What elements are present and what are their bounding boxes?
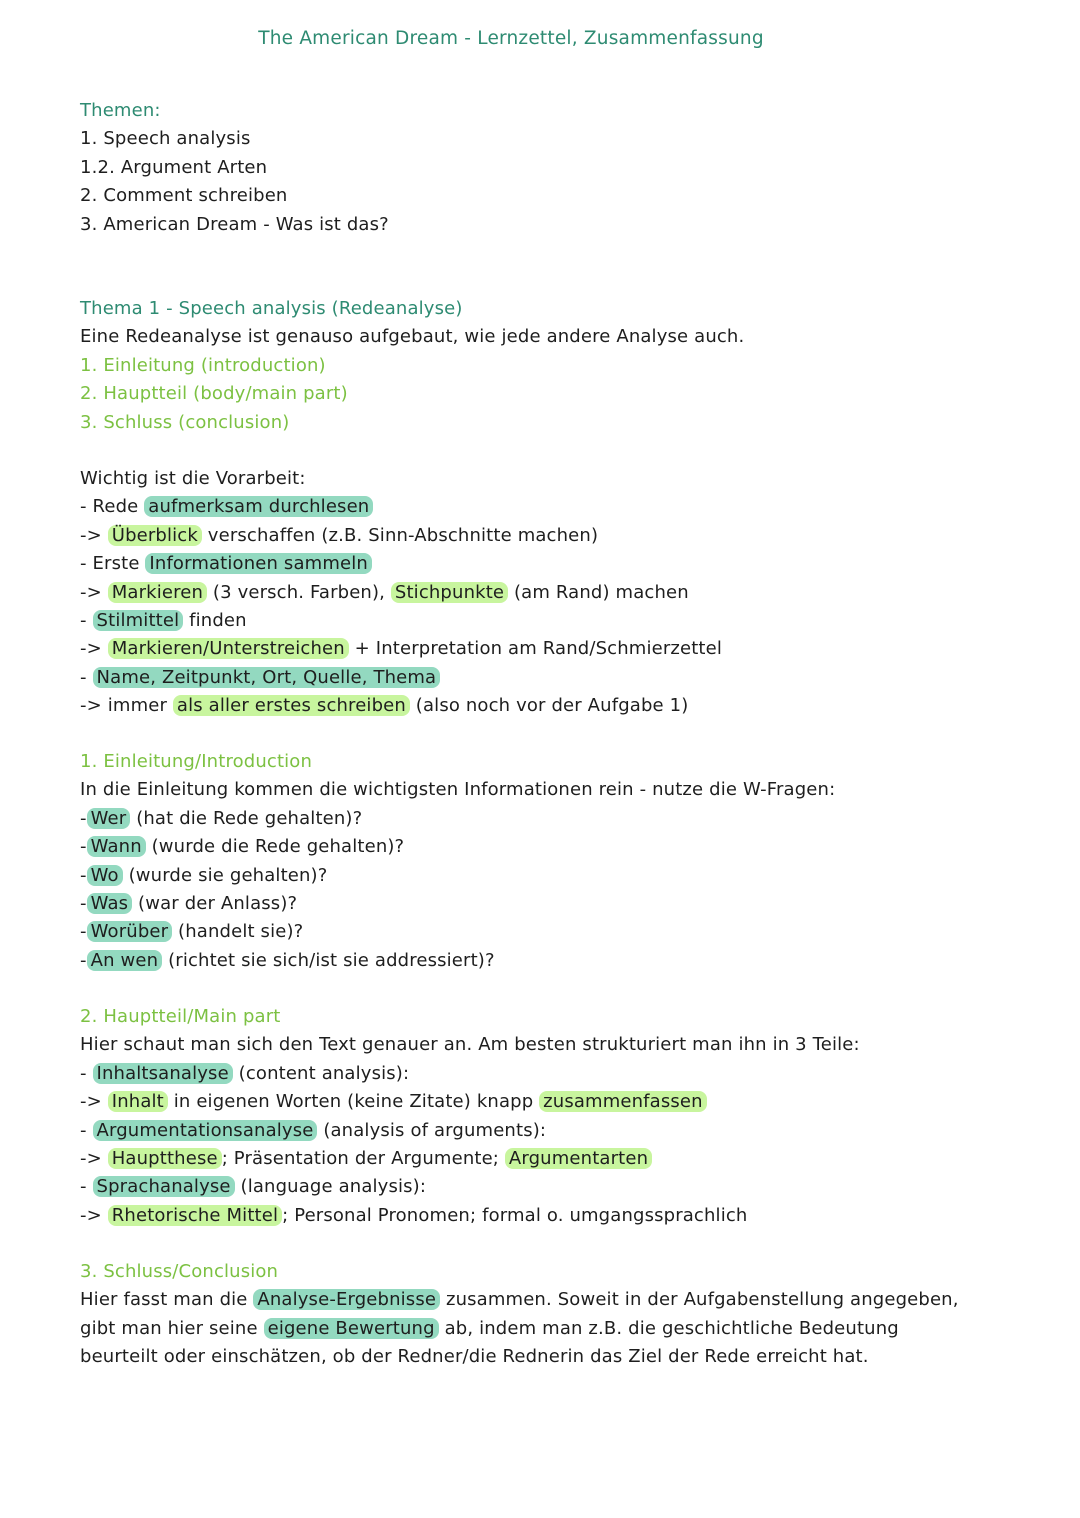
einleitung-section	[80, 748, 1000, 975]
highlight: Stilmittel	[93, 610, 184, 631]
highlight: Markieren/Unterstreichen	[108, 638, 349, 659]
vorarbeit-line	[80, 692, 1000, 720]
text: Hier fasst man die	[80, 1289, 254, 1311]
text: (wurde sie gehalten)?	[122, 864, 328, 886]
vorarbeit-line	[80, 635, 1000, 663]
highlight: Inhalt	[108, 1091, 168, 1112]
text: ; Präsentation der Argumente;	[221, 1148, 505, 1170]
text: ->	[80, 524, 108, 546]
text: ; Personal Pronomen; formal o. umgangssprachlich	[282, 1204, 748, 1226]
text: (language analysis):	[234, 1176, 427, 1198]
einleitung-heading: 1. Einleitung/Introduction	[80, 751, 313, 772]
page-title: The American Dream - Lernzettel, Zusammenfassung	[258, 28, 764, 49]
highlight: eigene Bewertung	[264, 1318, 439, 1339]
highlight: Überblick	[108, 525, 202, 546]
text: (am Rand) machen	[508, 581, 689, 603]
thema1-heading: Thema 1 - Speech analysis (Redeanalyse)	[80, 298, 463, 319]
text: (hat die Rede gehalten)?	[130, 807, 363, 829]
text: (content analysis):	[232, 1062, 410, 1084]
text: ->	[80, 581, 108, 603]
text: ->	[80, 638, 108, 660]
vorarbeit-section	[80, 465, 1000, 721]
themen-item: 3. American Dream - Was ist das?	[80, 213, 389, 235]
text: (wurde die Rede gehalten)?	[145, 836, 405, 858]
highlight: Hauptthese	[108, 1148, 222, 1169]
text: - Erste	[80, 553, 146, 575]
hauptteil-line: - Argumentationsanalyse (analysis of arguments):	[80, 1119, 547, 1141]
hauptteil-section	[80, 1003, 1000, 1230]
thema1-part: 3. Schluss (conclusion)	[80, 411, 290, 433]
w-frage: - An wen (richtet sie sich/ist sie addressiert)?	[80, 949, 495, 971]
text: -	[80, 610, 93, 632]
highlight: Analyse-Ergebnisse	[253, 1289, 440, 1310]
text: finden	[183, 610, 247, 632]
highlight: Markieren	[108, 582, 207, 603]
text: (analysis of arguments):	[317, 1119, 547, 1141]
vorarbeit-line	[80, 607, 1000, 635]
hauptteil-heading: 2. Hauptteil/Main part	[80, 1006, 281, 1027]
schluss-section	[80, 1258, 980, 1372]
highlight: zusammenfassen	[539, 1091, 707, 1112]
vorarbeit-line	[80, 579, 1000, 607]
w-frage: - Wer (hat die Rede gehalten)?	[80, 807, 363, 829]
text: (3 versch. Farben),	[207, 581, 391, 603]
highlight: Wann	[87, 836, 146, 857]
text: in eigenen Worten (keine Zitate) knapp	[167, 1091, 540, 1113]
text: + Interpretation am Rand/Schmierzettel	[348, 638, 722, 660]
text: -	[80, 666, 93, 688]
w-frage: - Wo (wurde sie gehalten)?	[80, 864, 328, 886]
highlight: Name, Zeitpunkt, Ort, Quelle, Thema	[93, 667, 441, 688]
text: (richtet sie sich/ist sie addressiert)?	[162, 949, 495, 971]
hauptteil-line: - Sprachanalyse (language analysis):	[80, 1176, 427, 1198]
highlight: Informationen sammeln	[145, 553, 372, 574]
hauptteil-line: -> Inhalt in eigenen Worten (keine Zitate) knapp zusammenfassen	[80, 1088, 1000, 1116]
w-frage: - Wann (wurde die Rede gehalten)?	[80, 836, 405, 858]
themen-item: 2. Comment schreiben	[80, 185, 288, 207]
highlight: Wo	[87, 865, 123, 886]
hauptteil-line: -> Rhetorische Mittel ; Personal Pronomen; formal o. umgangssprachlich	[80, 1204, 748, 1226]
themen-item: 1.2. Argument Arten	[80, 156, 268, 178]
w-frage: - Worüber (handelt sie)?	[80, 921, 304, 943]
vorarbeit-line	[80, 493, 1000, 521]
themen-item: 1. Speech analysis	[80, 128, 251, 150]
themen-section	[80, 97, 1000, 239]
highlight: Rhetorische Mittel	[108, 1205, 282, 1226]
text: -> immer	[80, 695, 173, 717]
highlight: Worüber	[87, 921, 173, 942]
w-frage: - Was (war der Anlass)?	[80, 893, 298, 915]
vorarbeit-heading: Wichtig ist die Vorarbeit:	[80, 468, 306, 489]
highlight: Was	[87, 893, 133, 914]
text: (also noch vor der Aufgabe 1)	[409, 695, 689, 717]
schluss-heading: 3. Schluss/Conclusion	[80, 1261, 279, 1282]
vorarbeit-line	[80, 550, 1000, 578]
highlight: Inhaltsanalyse	[93, 1063, 233, 1084]
vorarbeit-line	[80, 522, 1000, 550]
vorarbeit-line	[80, 664, 1000, 692]
highlight: Wer	[87, 808, 131, 829]
text: verschaffen (z.B. Sinn-Abschnitte machen)	[201, 524, 599, 546]
hauptteil-line: -> Hauptthese ; Präsentation der Argumente; Argumentarten	[80, 1145, 1000, 1173]
text: - Rede	[80, 496, 145, 518]
hauptteil-intro: Hier schaut man sich den Text genauer an. Am besten strukturiert man ihn in 3 Teile:	[80, 1034, 860, 1056]
schluss-paragraph	[80, 1286, 980, 1371]
text: (war der Anlass)?	[132, 893, 298, 915]
thema1-part: 2. Hauptteil (body/main part)	[80, 383, 348, 405]
highlight: als aller erstes schreiben	[173, 695, 410, 716]
highlight: An wen	[87, 950, 163, 971]
text: ab, indem man z.B. die geschichtliche Bedeutung beurteilt oder einschätzen, ob der Redner/die Rednerin das Ziel der Rede erreicht hat.	[80, 1317, 899, 1368]
thema1-intro: Eine Redeanalyse ist genauso aufgebaut, wie jede andere Analyse auch.	[80, 326, 745, 348]
themen-heading: Themen:	[80, 100, 161, 121]
hauptteil-line: - Inhaltsanalyse (content analysis):	[80, 1062, 410, 1084]
einleitung-intro: In die Einleitung kommen die wichtigsten Informationen rein - nutze die W-Fragen:	[80, 779, 836, 801]
text: (handelt sie)?	[172, 921, 304, 943]
text: zusammen. Soweit in der Aufgabenstellung angegeben, gibt man hier seine	[80, 1289, 959, 1339]
highlight: Argumentationsanalyse	[93, 1120, 318, 1141]
thema1-section	[80, 295, 1000, 437]
highlight: Stichpunkte	[391, 582, 508, 603]
highlight: Argumentarten	[505, 1148, 652, 1169]
thema1-part: 1. Einleitung (introduction)	[80, 354, 326, 376]
highlight: Sprachanalyse	[93, 1176, 235, 1197]
highlight: aufmerksam durchlesen	[144, 496, 373, 517]
